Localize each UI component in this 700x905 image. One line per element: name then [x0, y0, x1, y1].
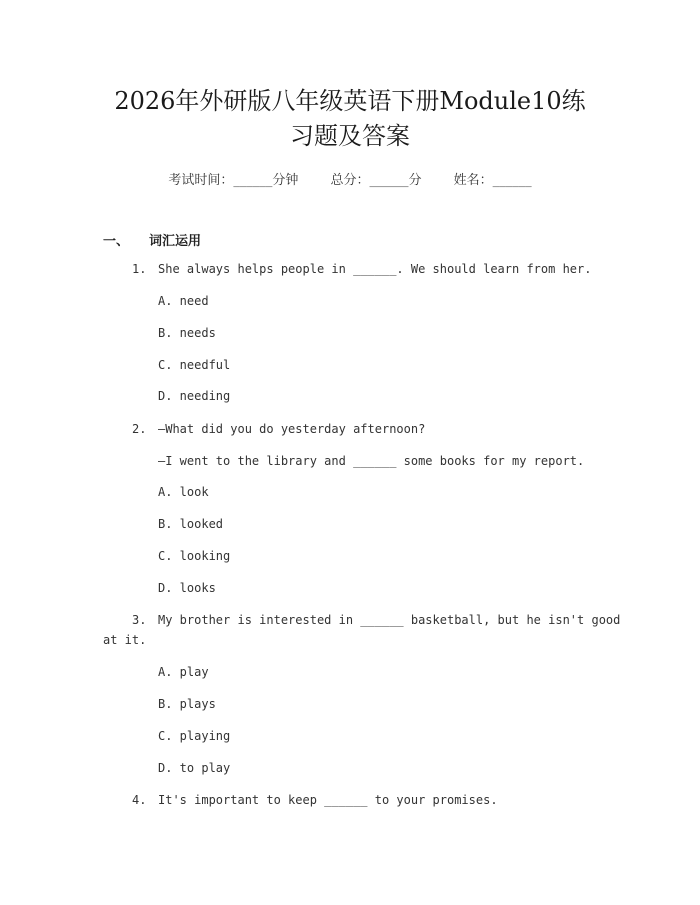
exam-name: 姓名：______ — [453, 173, 532, 188]
exam-info — [0, 169, 700, 188]
question-number: 3. — [132, 613, 147, 627]
section-number: 一、 — [103, 234, 130, 249]
document-title — [60, 84, 640, 154]
question-text: —What did you do yesterday afternoon? — [158, 422, 426, 436]
option-d: D. to play — [158, 761, 231, 775]
option-d: D. looks — [158, 581, 216, 595]
option-c: C. looking — [158, 549, 231, 563]
option-a: A. play — [158, 665, 209, 679]
question-number: 4. — [132, 793, 147, 807]
section-title: 词汇运用 — [149, 234, 202, 249]
option-a: A. need — [158, 294, 209, 308]
question-text: She always helps people in ______. We should learn from her. — [158, 262, 592, 276]
option-c: C. needful — [158, 358, 231, 372]
option-b: B. looked — [158, 517, 224, 531]
title-line-1: 2026年外研版八年级英语下册Module10练 — [114, 87, 586, 115]
question-text-continued: at it. — [103, 633, 147, 647]
exam-score: 总分：______分 — [330, 173, 422, 188]
option-a: A. look — [158, 485, 209, 499]
question-text-line-2: —I went to the library and ______ some books for my report. — [158, 454, 585, 468]
exam-time: 考试时间：______分钟 — [168, 173, 299, 188]
option-b: B. plays — [158, 697, 216, 711]
question-text: It's important to keep ______ to your promises. — [158, 793, 498, 807]
question-number: 1. — [132, 262, 147, 276]
option-c: C. playing — [158, 729, 231, 743]
title-line-2: 习题及答案 — [290, 122, 410, 150]
option-b: B. needs — [158, 326, 216, 340]
question-number: 2. — [132, 422, 147, 436]
section-heading — [103, 230, 201, 249]
question-text: My brother is interested in ______ basketball, but he isn't good — [158, 613, 621, 627]
option-d: D. needing — [158, 389, 231, 403]
